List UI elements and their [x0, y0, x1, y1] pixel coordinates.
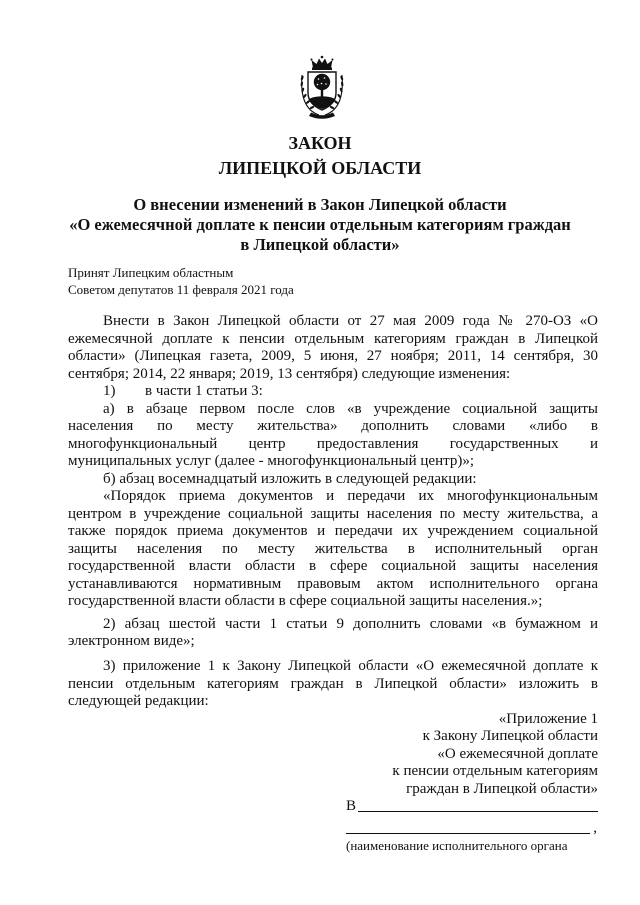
item-3-line: следующей редакции:: [68, 693, 209, 710]
quote-line: центром в учреждение социальной защиты населения по месту жительства, а: [68, 505, 598, 522]
coat-of-arms-icon: [296, 55, 348, 121]
law-body: [68, 313, 598, 854]
adoption-line: Советом депутатов 11 февраля 2021 года: [68, 281, 294, 297]
quote-line: устанавливаются нормативным правовым актом исполнительного органа: [68, 575, 598, 592]
item-1a-line: муниципальных услуг (далее - многофункциональный центр)»;: [68, 453, 475, 470]
intro-line: области» (Липецкая газета, 2009, 5 июня, 27 ноября; 2011, 14 сентября, 30: [68, 348, 598, 365]
appendix-heading-line: к Закону Липецкой области: [422, 728, 598, 745]
law-title: ЗАКОН: [288, 133, 352, 153]
subtitle-line: О внесении изменений в Закон Липецкой области: [133, 195, 507, 214]
intro-line: сентября; 2014, 22 января; 2019, 13 сентября) следующие изменения:: [68, 365, 511, 382]
law-region-title: ЛИПЕЦКОЙ ОБЛАСТИ: [218, 158, 422, 178]
item-2-line: 2) абзац шестой части 1 статьи 9 дополнить словами «в бумажном и: [103, 615, 598, 632]
blank-underline: [346, 833, 590, 834]
quote-line: «Порядок приема документов и передачи их многофункциональным: [103, 488, 598, 505]
quote-line: государственной власти области в сфере социальной защиты населения.»;: [68, 593, 543, 610]
item-1b-line: б) абзац восемнадцатый изложить в следующей редакции:: [103, 470, 477, 487]
item-1-marker: 1): [103, 383, 116, 400]
appendix-heading-line: к пенсии отдельным категориям: [392, 763, 598, 780]
adoption-line: Принят Липецким областным: [68, 264, 234, 280]
item-1a-line: многофункциональный центр предоставления государственных и: [68, 435, 598, 452]
item-1a-line: населения по месту жительства» дополнить словами «либо в: [68, 418, 598, 435]
appendix-heading-line: «Приложение 1: [498, 710, 598, 727]
blank-underline: [358, 811, 598, 812]
coat-of-arms-emblem: [296, 55, 348, 121]
item-3-line: 3) приложение 1 к Закону Липецкой области «О ежемесячной доплате к: [103, 658, 598, 675]
item-2-line: электронном виде»;: [68, 633, 195, 650]
adoption-note: [68, 264, 294, 298]
quote-line: также порядок приема документов и передачи их учреждением социальной: [68, 523, 598, 540]
appendix-heading-line: граждан в Липецкой области»: [406, 780, 598, 797]
appendix-heading-line: «О ежемесячной доплате: [437, 745, 598, 762]
subtitle-line: «О ежемесячной доплате к пенсии отдельным категориям граждан: [69, 215, 571, 234]
item-1: [68, 383, 598, 401]
appendix-field-line: [68, 798, 598, 816]
appendix-field-line: [68, 820, 598, 838]
item-1a-line: а) в абзаце первом после слов «в учреждение социальной защиты: [103, 400, 598, 417]
intro-line: Внести в Закон Липецкой области от 27 мая 2009 года № 270-ОЗ «О: [103, 313, 598, 330]
item-3-line: пенсии отдельным категориям граждан в Липецкой области» изложить в: [68, 675, 598, 692]
law-subtitle: [40, 195, 600, 255]
intro-line: ежемесячной доплате к пенсии отдельным категориям граждан в Липецкой: [68, 330, 598, 347]
appendix-field-prefix: В: [346, 798, 357, 815]
appendix-field-caption: (наименование исполнительного органа: [346, 837, 568, 853]
ribbon-icon: [309, 113, 335, 119]
crown-icon: [311, 56, 334, 70]
appendix-field-suffix: ,: [593, 820, 597, 837]
quote-line: государственной власти области в сфере социальной защиты населения: [68, 558, 598, 575]
item-1-text: в части 1 статьи 3:: [145, 383, 263, 400]
quote-line: защиты населения по месту жительства в исполнительный орган: [68, 540, 598, 557]
subtitle-line: в Липецкой области»: [240, 235, 400, 254]
